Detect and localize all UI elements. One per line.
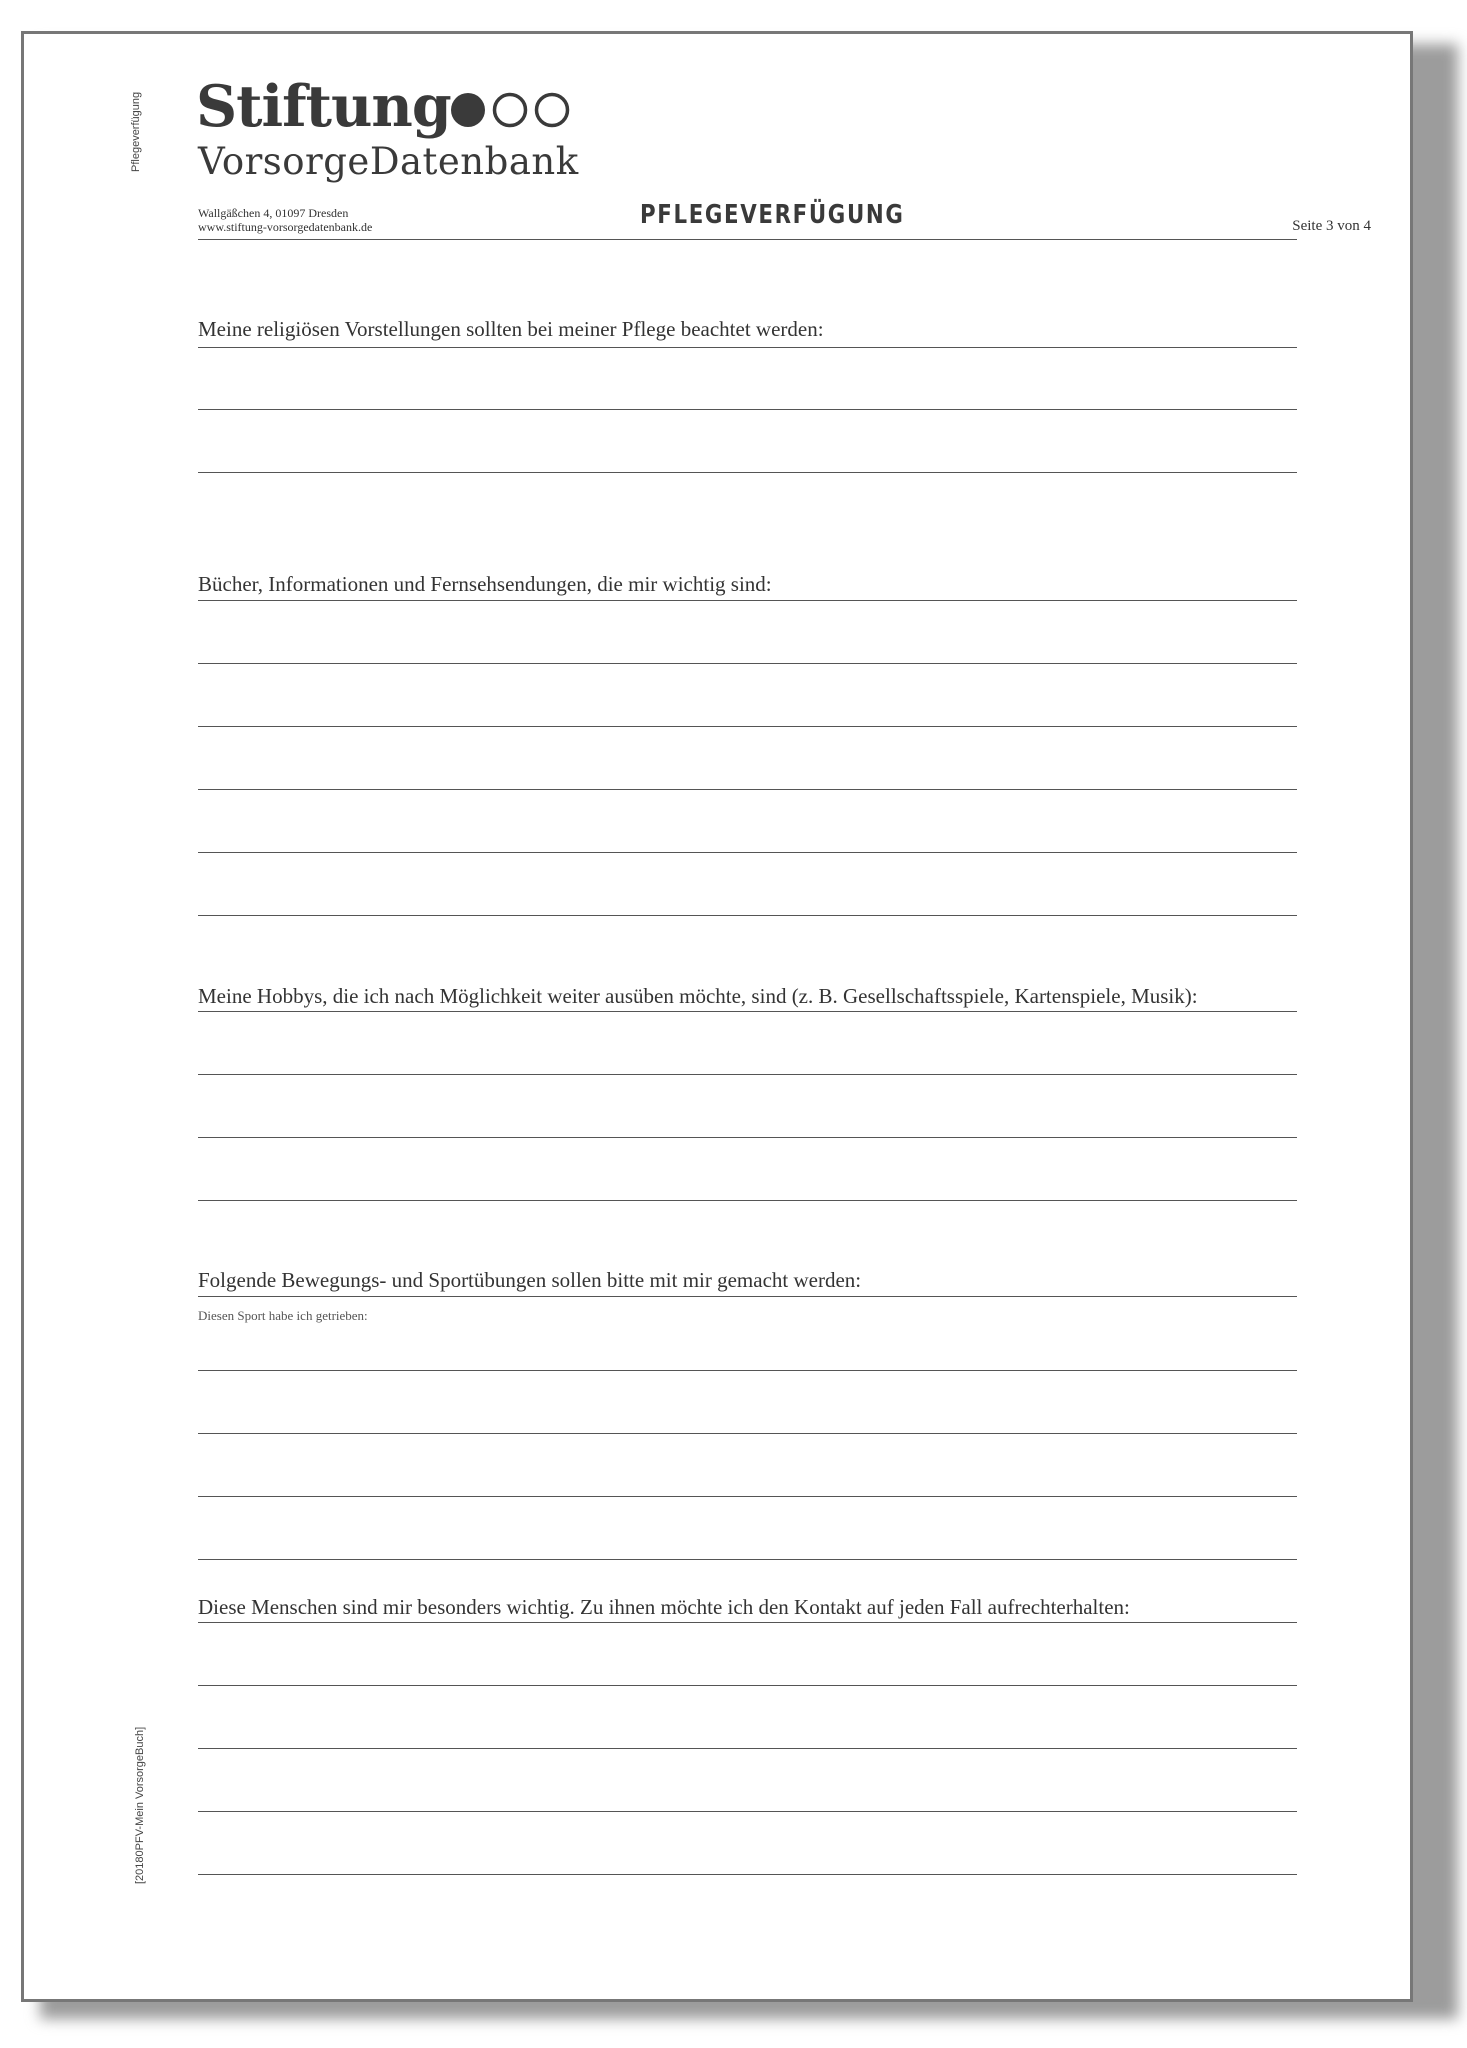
logo [196, 72, 626, 212]
hobbies-answer-line[interactable] [198, 1074, 1297, 1075]
media-answer-line[interactable] [198, 852, 1297, 853]
hobbies-answer-line[interactable] [198, 1137, 1297, 1138]
address-block [198, 206, 372, 234]
section-hobbies-label: Meine Hobbys, die ich nach Möglichkeit weiter ausüben möchte, sind (z. B. Gesellschaftsspiele, Kartenspiele, Musik): [198, 984, 1198, 1008]
media-answer-line[interactable] [198, 726, 1297, 727]
contacts-answer-line[interactable] [198, 1874, 1297, 1875]
document-title: PFLEGEVERFÜGUNG [640, 200, 905, 230]
section-contacts-label: Diese Menschen sind mir besonders wichtig. Zu ihnen möchte ich den Kontakt auf jeden Fall aufrechterhalten: [198, 1595, 1130, 1619]
sport-label-underline [198, 1296, 1297, 1297]
hobbies-answer-line[interactable] [198, 1200, 1297, 1201]
media-answer-line[interactable] [198, 789, 1297, 790]
address-line-street: Wallgäßchen 4, 01097 Dresden [198, 206, 349, 220]
sport-answer-line[interactable] [198, 1496, 1297, 1497]
sport-answer-line[interactable] [198, 1559, 1297, 1560]
religion-label-underline [198, 347, 1297, 348]
hobbies-label-underline [198, 1011, 1297, 1012]
media-answer-line[interactable] [198, 915, 1297, 916]
religion-answer-line[interactable] [198, 472, 1297, 473]
side-label-bottom: [20180PFV-Mein VorsorgeBuch] [134, 1726, 146, 1884]
page-number: Seite 3 von 4 [1292, 218, 1371, 234]
media-label-underline [198, 600, 1297, 601]
logo-subtitle: VorsorgeDatenbank [198, 140, 579, 183]
contacts-answer-line[interactable] [198, 1748, 1297, 1749]
media-answer-line[interactable] [198, 663, 1297, 664]
header-divider [198, 239, 1297, 240]
sport-answer-line[interactable] [198, 1370, 1297, 1371]
contacts-answer-line[interactable] [198, 1811, 1297, 1812]
logo-word: Stiftung [196, 73, 451, 140]
section-sport-label: Folgende Bewegungs- und Sportübungen sollen bitte mit mir gemacht werden: [198, 1268, 862, 1292]
sport-answer-line[interactable] [198, 1433, 1297, 1434]
section-media-label: Bücher, Informationen und Fernsehsendungen, die mir wichtig sind: [198, 572, 772, 596]
sport-sublabel: Diesen Sport habe ich getrieben: [198, 1308, 368, 1323]
address-line-website: www.stiftung-vorsorgedatenbank.de [198, 220, 373, 234]
contacts-answer-line[interactable] [198, 1685, 1297, 1686]
religion-answer-line[interactable] [198, 409, 1297, 410]
section-religion-label: Meine religiösen Vorstellungen sollten bei meiner Pflege beachtet werden: [198, 317, 824, 341]
side-label-top: Pflegeverfügung [130, 91, 142, 172]
logo-circles-icon [448, 90, 598, 130]
contacts-label-underline [198, 1622, 1297, 1623]
